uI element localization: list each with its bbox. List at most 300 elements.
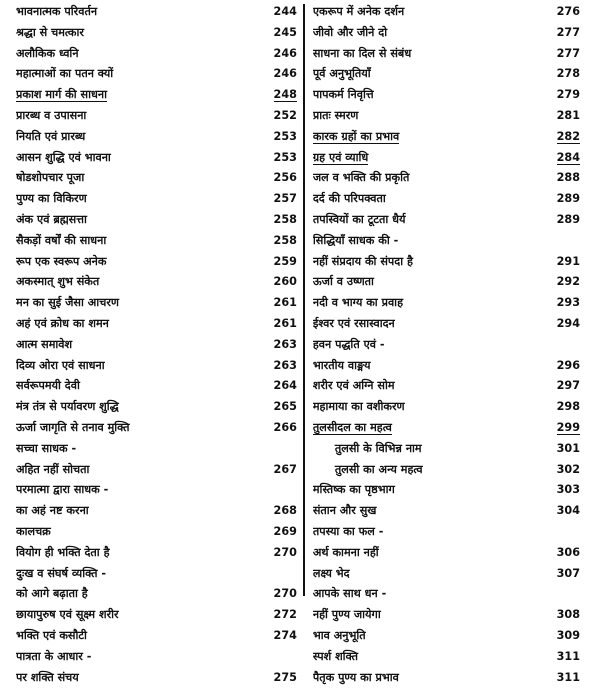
entry-page-number-text: 272 <box>274 608 297 621</box>
entry-page-number <box>540 106 586 127</box>
entry-page-number-text: 302 <box>557 463 580 476</box>
entry-page-number-text: 253 <box>274 130 297 143</box>
index-entry <box>313 522 586 543</box>
entry-title <box>313 168 540 189</box>
index-entry <box>313 106 586 127</box>
entry-title-text: ऊर्जा जागृति से तनाव मुक्ति <box>16 421 130 434</box>
entry-page-number <box>257 210 303 231</box>
entry-page-number <box>540 626 586 647</box>
entry-title <box>313 2 540 23</box>
index-entry <box>313 460 586 481</box>
entry-page-number <box>257 626 303 647</box>
entry-title <box>313 397 540 418</box>
index-entry <box>313 564 586 585</box>
entry-title <box>16 314 257 335</box>
entry-title <box>16 23 257 44</box>
entry-page-number <box>257 252 303 273</box>
index-entry <box>16 397 303 418</box>
entry-title <box>16 376 257 397</box>
entry-title <box>313 23 540 44</box>
entry-page-number-text: 296 <box>557 359 580 372</box>
entry-title-text: परमात्मा द्वारा साधक - <box>16 483 108 496</box>
entry-page-number <box>257 418 303 439</box>
index-entry <box>313 44 586 65</box>
entry-title-text: भावनात्मक परिवर्तन <box>16 5 97 18</box>
index-entry <box>16 148 303 169</box>
entry-title-text: भाव अनुभूति <box>313 629 366 642</box>
entry-title <box>16 584 257 605</box>
entry-title <box>313 356 540 377</box>
entry-page-number-text: 259 <box>274 255 297 268</box>
entry-page-number-text: 279 <box>557 88 580 101</box>
entry-page-number-text: 268 <box>274 504 297 517</box>
entry-title <box>313 189 540 210</box>
index-entry <box>16 23 303 44</box>
entry-page-number-text: 275 <box>274 671 297 684</box>
entry-title <box>16 605 257 626</box>
entry-page-number <box>257 460 303 481</box>
entry-page-number <box>257 543 303 564</box>
entry-page-number-text: 253 <box>274 151 297 164</box>
entry-title <box>16 418 257 439</box>
entry-title-text: प्रातः स्मरण <box>313 109 359 122</box>
entry-page-number-text: 269 <box>274 525 297 538</box>
entry-page-number-text: 245 <box>274 26 297 39</box>
entry-page-number <box>540 127 586 148</box>
entry-page-number <box>257 397 303 418</box>
entry-title-text: वियोग ही भक्ति देता है <box>16 546 110 559</box>
entry-page-number-text: 248 <box>274 88 297 102</box>
entry-page-number-text: 246 <box>274 67 297 80</box>
entry-page-number-text: 294 <box>557 317 580 330</box>
entry-page-number <box>540 439 586 460</box>
entry-title <box>16 501 257 522</box>
entry-title-text: छायापुरुष एवं सूक्ष्म शरीर <box>16 608 119 621</box>
index-entry <box>313 231 586 252</box>
index-entry <box>16 605 303 626</box>
entry-page-number-text: 256 <box>274 171 297 184</box>
entry-title <box>16 44 257 65</box>
entry-page-number-text: 258 <box>274 213 297 226</box>
index-entry <box>16 2 303 23</box>
entry-title <box>16 106 257 127</box>
right-column <box>305 2 586 600</box>
entry-title <box>313 314 540 335</box>
entry-page-number-text: 274 <box>274 629 297 642</box>
entry-page-number-text: 246 <box>274 47 297 60</box>
entry-page-number <box>257 356 303 377</box>
entry-page-number-text: 266 <box>274 421 297 434</box>
entry-page-number <box>540 376 586 397</box>
entry-page-number <box>257 522 303 543</box>
entry-title-text: प्रारब्ध व उपासना <box>16 109 86 122</box>
entry-title <box>313 543 540 564</box>
index-entry <box>16 314 303 335</box>
index-entry <box>313 272 586 293</box>
entry-title-text: पुण्य का विकिरण <box>16 192 87 205</box>
entry-page-number <box>257 584 303 605</box>
index-entry <box>16 231 303 252</box>
entry-title <box>313 460 540 481</box>
entry-page-number-text: 308 <box>557 608 580 621</box>
index-entry <box>313 148 586 169</box>
entry-title <box>16 543 257 564</box>
entry-title <box>16 522 257 543</box>
entry-page-number <box>257 2 303 23</box>
entry-title-text: नदी व भाग्य का प्रवाह <box>313 296 403 309</box>
index-entry <box>16 480 303 501</box>
entry-page-number <box>257 85 303 106</box>
entry-page-number <box>257 44 303 65</box>
entry-page-number <box>540 605 586 626</box>
entry-title-text: अर्थ कामना नहीं <box>313 546 379 559</box>
index-entry <box>313 189 586 210</box>
entry-title <box>313 85 540 106</box>
index-entry <box>313 626 586 647</box>
entry-page-number-text: 282 <box>557 130 580 144</box>
entry-title <box>313 480 540 501</box>
entry-page-number <box>540 210 586 231</box>
index-entry <box>313 23 586 44</box>
entry-title-text: श्रद्धा से चमत्कार <box>16 26 84 39</box>
entry-title-text: मन का सुई जैसा आचरण <box>16 296 119 309</box>
entry-page-number <box>257 64 303 85</box>
entry-page-number-text: 301 <box>557 442 580 455</box>
entry-title <box>313 439 540 460</box>
entry-page-number <box>540 668 586 688</box>
entry-page-number <box>540 418 586 439</box>
entry-title-text: ऊर्जा व उष्णता <box>313 275 374 288</box>
index-entry <box>313 605 586 626</box>
entry-title-text: भारतीय वाङ्मय <box>313 359 371 372</box>
entry-title-text: लक्ष्य भेद <box>313 567 350 580</box>
entry-title-text: जीवो और जीने दो <box>313 26 387 39</box>
entry-title <box>16 460 257 481</box>
entry-title-text: अहित नहीं सोचता <box>16 463 89 476</box>
entry-title <box>313 127 540 148</box>
index-entry <box>313 584 586 605</box>
entry-title <box>313 418 540 439</box>
entry-page-number-text: 309 <box>557 629 580 642</box>
index-entry <box>313 397 586 418</box>
index-entry <box>313 85 586 106</box>
entry-page-number <box>257 106 303 127</box>
entry-title <box>16 127 257 148</box>
entry-title-text: ग्रह एवं व्याधि <box>313 151 368 165</box>
index-entry <box>16 127 303 148</box>
entry-page-number <box>540 272 586 293</box>
entry-page-number-text: 293 <box>557 296 580 309</box>
entry-title <box>313 231 540 252</box>
entry-title-text: ईश्वर एवं रसास्वादन <box>313 317 395 330</box>
entry-page-number-text: 292 <box>557 275 580 288</box>
entry-page-number-text: 291 <box>557 255 580 268</box>
entry-title-text: पैतृक पुण्य का प्रभाव <box>313 671 399 684</box>
entry-page-number <box>540 314 586 335</box>
entry-page-number-text: 260 <box>274 275 297 288</box>
entry-title-text: तुलसीदल का महत्व <box>313 421 392 435</box>
entry-page-number-text: 277 <box>557 47 580 60</box>
index-entry <box>313 168 586 189</box>
index-entry <box>16 106 303 127</box>
index-entry <box>313 127 586 148</box>
entry-title-text: को आगे बढ़ाता है <box>16 587 88 600</box>
index-entry <box>313 293 586 314</box>
entry-page-number <box>540 460 586 481</box>
entry-page-number-text: 311 <box>557 650 580 663</box>
entry-page-number-text: 257 <box>274 192 297 205</box>
entry-page-number <box>257 501 303 522</box>
entry-title-text: आत्म समावेश <box>16 338 72 351</box>
entry-title <box>16 480 257 501</box>
entry-title-text: पात्रता के आधार - <box>16 650 91 663</box>
entry-page-number <box>257 23 303 44</box>
entry-title-text: दुःख व संघर्ष व्यक्ति - <box>16 567 106 580</box>
index-entry <box>16 564 303 585</box>
entry-title <box>16 356 257 377</box>
entry-page-number <box>540 397 586 418</box>
entry-title-text: सिद्धियाँ साधक की - <box>313 234 398 247</box>
entry-page-number <box>540 564 586 585</box>
entry-title-text: भक्ति एवं कसौटी <box>16 629 87 642</box>
entry-page-number-text: 281 <box>557 109 580 122</box>
entry-page-number <box>540 23 586 44</box>
entry-title <box>313 501 540 522</box>
entry-title <box>313 64 540 85</box>
entry-title <box>16 231 257 252</box>
entry-title <box>16 397 257 418</box>
entry-page-number <box>257 148 303 169</box>
entry-title-text: हवन पद्धति एवं - <box>313 338 385 351</box>
index-entry <box>313 647 586 668</box>
entry-page-number <box>540 543 586 564</box>
entry-title <box>313 44 540 65</box>
entry-title <box>313 668 540 688</box>
entry-title-text: तपस्या का फल - <box>313 525 384 538</box>
entry-page-number-text: 298 <box>557 400 580 413</box>
entry-page-number-text: 264 <box>274 379 297 392</box>
entry-title <box>16 439 257 460</box>
entry-page-number-text: 289 <box>557 213 580 226</box>
entry-title-text: तपस्वियों का टूटता धैर्य <box>313 213 406 226</box>
entry-title <box>313 584 540 605</box>
entry-page-number-text: 244 <box>274 5 297 18</box>
entry-page-number <box>257 314 303 335</box>
entry-title-text: मंत्र तंत्र से पर्यावरण शुद्धि <box>16 400 119 413</box>
entry-title-text: पर शक्ति संचय <box>16 671 79 684</box>
index-entry <box>313 418 586 439</box>
entry-page-number <box>257 376 303 397</box>
entry-title <box>313 626 540 647</box>
entry-title-text: सच्चा साधक - <box>16 442 76 455</box>
index-entry <box>16 189 303 210</box>
entry-title <box>313 522 540 543</box>
index-entry <box>313 210 586 231</box>
entry-title-text: सर्वरूपमयी देवी <box>16 379 80 392</box>
entry-page-number <box>257 272 303 293</box>
index-entry <box>313 376 586 397</box>
entry-page-number-text: 263 <box>274 338 297 351</box>
index-entry <box>313 439 586 460</box>
entry-title <box>313 272 540 293</box>
index-entry <box>16 356 303 377</box>
entry-title-text: अकस्मात् शुभ संकेत <box>16 275 99 288</box>
index-entry <box>16 376 303 397</box>
index-entry <box>313 335 586 356</box>
entry-page-number <box>257 293 303 314</box>
entry-title <box>16 564 257 585</box>
index-entry <box>16 460 303 481</box>
entry-page-number-text: 299 <box>557 421 580 435</box>
entry-title-text: शरीर एवं अग्नि सोम <box>313 379 395 392</box>
entry-title-text: अहं एवं क्रोध का शमन <box>16 317 109 330</box>
index-entry <box>16 501 303 522</box>
entry-page-number <box>540 252 586 273</box>
entry-page-number-text: 303 <box>557 483 580 496</box>
entry-page-number <box>540 2 586 23</box>
entry-title-text: तुलसी का अन्य महत्व <box>335 463 423 476</box>
entry-title <box>313 647 540 668</box>
index-entry <box>313 314 586 335</box>
index-entry <box>16 626 303 647</box>
entry-title-text: षोडशोपचार पूजा <box>16 171 84 184</box>
entry-title-text: तुलसी के विभिन्न नाम <box>335 442 422 455</box>
entry-page-number <box>257 605 303 626</box>
entry-page-number <box>257 231 303 252</box>
entry-title <box>16 272 257 293</box>
index-entry <box>16 522 303 543</box>
entry-title <box>16 189 257 210</box>
entry-title-text: आसन शुद्धि एवं भावना <box>16 151 111 164</box>
entry-title-text: पूर्व अनुभूतियाँ <box>313 67 371 80</box>
index-entry <box>313 501 586 522</box>
index-entry <box>16 272 303 293</box>
entry-page-number-text: 265 <box>274 400 297 413</box>
entry-page-number-text: 261 <box>274 296 297 309</box>
entry-title-text: प्रकाश मार्ग की साधना <box>16 88 107 102</box>
entry-page-number <box>540 85 586 106</box>
entry-title <box>16 148 257 169</box>
index-entry <box>16 418 303 439</box>
index-entry <box>313 543 586 564</box>
index-entry <box>16 668 303 688</box>
entry-title <box>16 2 257 23</box>
index-entry <box>16 335 303 356</box>
entry-page-number <box>540 480 586 501</box>
entry-title-text: जल व भक्ति की प्रकृति <box>313 171 410 184</box>
entry-page-number-text: 267 <box>274 463 297 476</box>
index-entry <box>16 543 303 564</box>
index-entry <box>313 252 586 273</box>
entry-title-text: मस्तिष्क का पृष्ठभाग <box>313 483 395 496</box>
entry-page-number <box>540 293 586 314</box>
entry-page-number <box>540 148 586 169</box>
entry-title <box>16 293 257 314</box>
entry-title <box>313 293 540 314</box>
entry-title <box>16 210 257 231</box>
entry-title <box>16 85 257 106</box>
entry-title <box>16 335 257 356</box>
entry-title-text: स्पर्श शक्ति <box>313 650 358 663</box>
entry-title <box>16 252 257 273</box>
entry-page-number <box>257 335 303 356</box>
entry-page-number <box>540 356 586 377</box>
index-entry <box>16 584 303 605</box>
entry-page-number-text: 261 <box>274 317 297 330</box>
entry-title-text: कालचक्र <box>16 525 51 538</box>
entry-page-number-text: 277 <box>557 26 580 39</box>
index-entry <box>16 64 303 85</box>
index-entry <box>16 210 303 231</box>
entry-page-number-text: 270 <box>274 587 297 600</box>
entry-title <box>313 210 540 231</box>
entry-page-number-text: 270 <box>274 546 297 559</box>
index-entry <box>313 2 586 23</box>
entry-title <box>313 148 540 169</box>
entry-page-number-text: 278 <box>557 67 580 80</box>
entry-page-number-text: 288 <box>557 171 580 184</box>
entry-page-number-text: 284 <box>557 151 580 165</box>
entry-title-text: साधना का दिल से संबंध <box>313 47 411 60</box>
entry-page-number <box>257 168 303 189</box>
entry-title <box>16 668 257 688</box>
entry-page-number <box>540 44 586 65</box>
entry-page-number-text: 297 <box>557 379 580 392</box>
entry-title <box>313 605 540 626</box>
entry-title-text: अलौकिक ध्वनि <box>16 47 79 60</box>
entry-title-text: का अहं नष्ट करना <box>16 504 89 517</box>
entry-page-number-text: 311 <box>557 671 580 684</box>
index-entry <box>313 480 586 501</box>
index-entry <box>313 356 586 377</box>
entry-title-text: सैकड़ों वर्षों की साधना <box>16 234 106 247</box>
index-entry <box>16 168 303 189</box>
index-entry <box>16 85 303 106</box>
index-entry <box>16 252 303 273</box>
entry-title <box>313 564 540 585</box>
left-column <box>16 2 303 600</box>
index-entry <box>313 64 586 85</box>
entry-page-number <box>540 189 586 210</box>
entry-page-number <box>540 647 586 668</box>
entry-page-number-text: 258 <box>274 234 297 247</box>
entry-page-number-text: 307 <box>557 567 580 580</box>
index-entry <box>16 439 303 460</box>
entry-page-number <box>257 668 303 688</box>
entry-title-text: नहीं पुण्य जायेगा <box>313 608 381 621</box>
entry-title-text: अंक एवं ब्रह्मसत्ता <box>16 213 87 226</box>
entry-title <box>16 647 257 668</box>
entry-title-text: महात्माओं का पतन क्यों <box>16 67 113 80</box>
entry-title-text: रूप एक स्वरूप अनेक <box>16 255 106 268</box>
entry-title <box>16 168 257 189</box>
entry-title <box>313 106 540 127</box>
index-entry <box>16 647 303 668</box>
entry-page-number <box>540 501 586 522</box>
entry-page-number-text: 252 <box>274 109 297 122</box>
entry-page-number <box>540 168 586 189</box>
entry-page-number-text: 263 <box>274 359 297 372</box>
entry-page-number <box>257 127 303 148</box>
entry-title <box>313 252 540 273</box>
entry-page-number-text: 289 <box>557 192 580 205</box>
entry-title <box>16 64 257 85</box>
index-entry <box>16 293 303 314</box>
entry-title-text: एकरूप में अनेक दर्शन <box>313 5 404 18</box>
entry-title-text: दिव्य ओरा एवं साधना <box>16 359 105 372</box>
entry-title-text: संतान और सुख <box>313 504 377 517</box>
entry-title-text: पापकर्म निवृत्ति <box>313 88 374 101</box>
